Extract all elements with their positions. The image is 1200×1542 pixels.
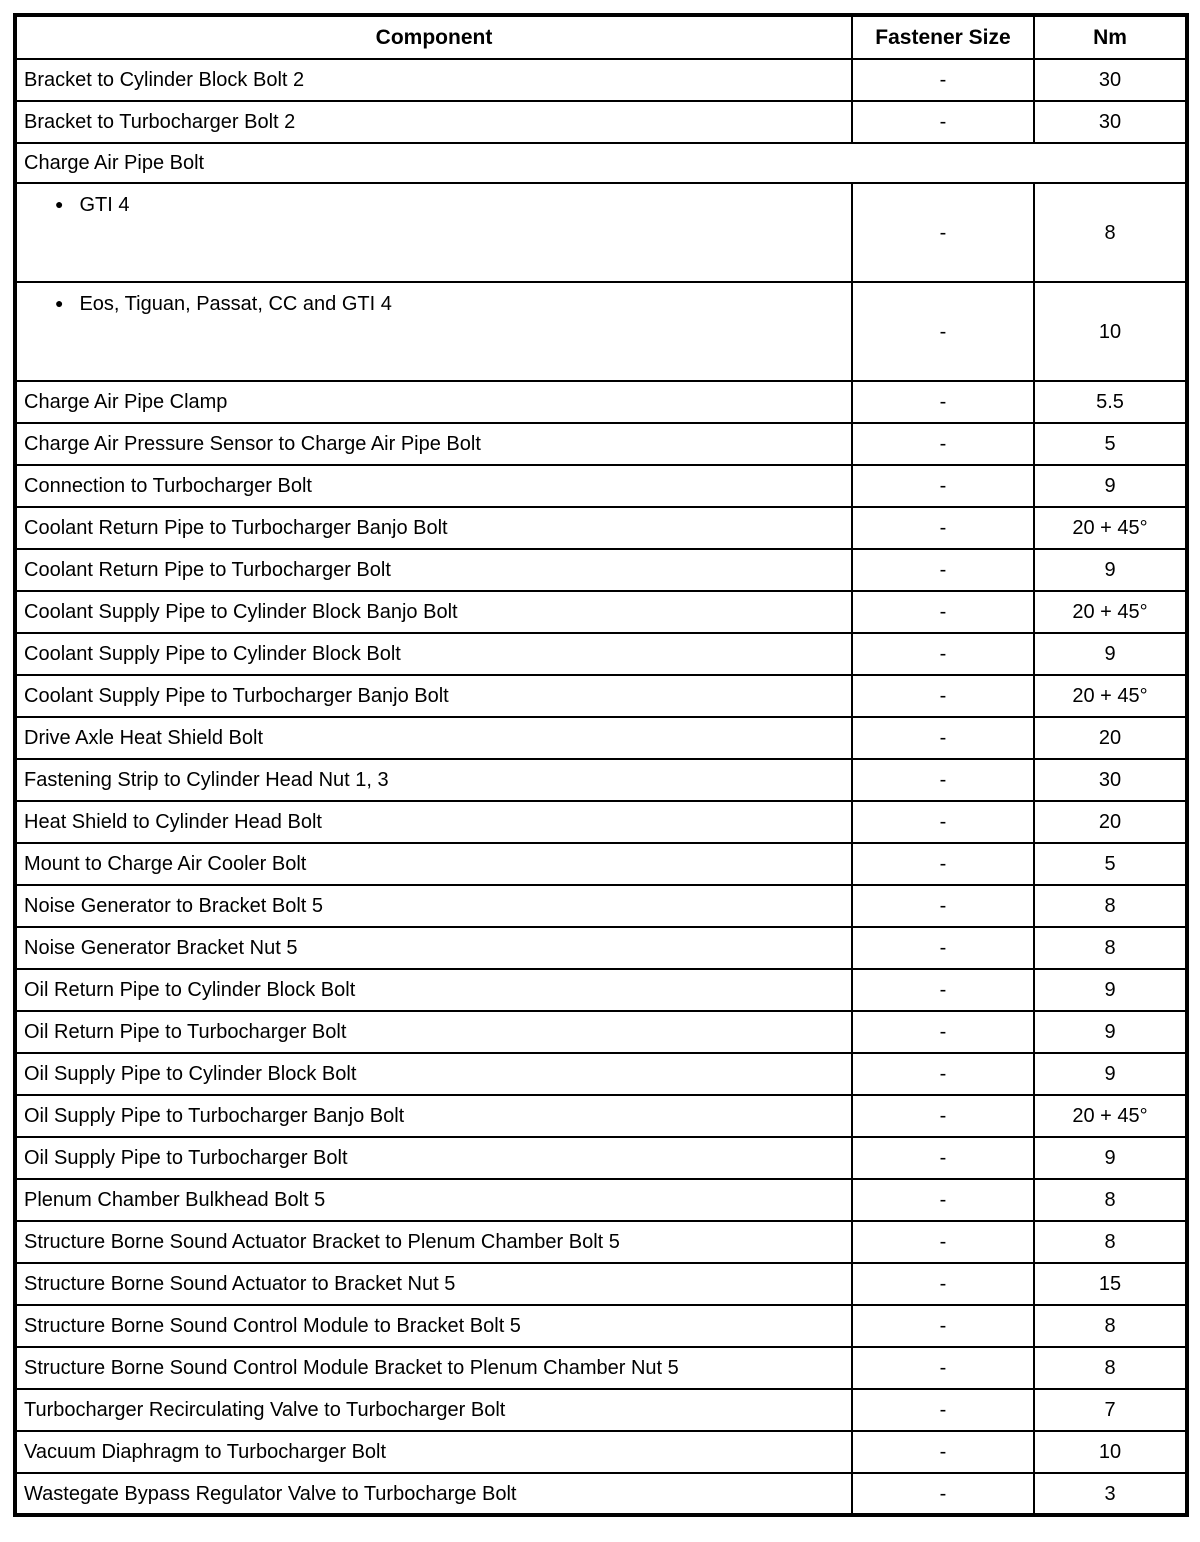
component-cell: Structure Borne Sound Control Module to Bracket Bolt 5 <box>15 1305 852 1347</box>
nm-cell: 9 <box>1034 969 1187 1011</box>
component-cell: Charge Air Pressure Sensor to Charge Air Pipe Bolt <box>15 423 852 465</box>
fastener-size-cell: - <box>852 101 1034 143</box>
nm-cell: 8 <box>1034 183 1187 282</box>
fastener-size-cell: - <box>852 1305 1034 1347</box>
table-row <box>15 1179 1187 1221</box>
table-row <box>15 1347 1187 1389</box>
component-cell: Heat Shield to Cylinder Head Bolt <box>15 801 852 843</box>
fastener-size-cell: - <box>852 282 1034 381</box>
nm-cell: 8 <box>1034 1179 1187 1221</box>
fastener-size-cell: - <box>852 969 1034 1011</box>
nm-cell: 20 <box>1034 717 1187 759</box>
component-cell: Turbocharger Recirculating Valve to Turbocharger Bolt <box>15 1389 852 1431</box>
nm-cell: 10 <box>1034 282 1187 381</box>
fastener-size-cell: - <box>852 423 1034 465</box>
component-cell: Noise Generator to Bracket Bolt 5 <box>15 885 852 927</box>
component-cell: Coolant Supply Pipe to Cylinder Block Bolt <box>15 633 852 675</box>
nm-cell: 30 <box>1034 59 1187 101</box>
fastener-size-cell: - <box>852 1473 1034 1515</box>
table-row <box>15 1389 1187 1431</box>
fastener-size-cell: - <box>852 717 1034 759</box>
component-cell: Oil Supply Pipe to Turbocharger Banjo Bolt <box>15 1095 852 1137</box>
fastener-size-cell: - <box>852 1431 1034 1473</box>
fastener-size-cell: - <box>852 59 1034 101</box>
table-row <box>15 759 1187 801</box>
fastener-size-cell: - <box>852 675 1034 717</box>
fastener-size-cell: - <box>852 843 1034 885</box>
fastener-size-cell: - <box>852 1347 1034 1389</box>
table-row <box>15 591 1187 633</box>
table-row <box>15 101 1187 143</box>
table-row <box>15 927 1187 969</box>
nm-cell: 5 <box>1034 423 1187 465</box>
nm-cell: 5 <box>1034 843 1187 885</box>
nm-cell: 20 + 45° <box>1034 507 1187 549</box>
component-cell: Wastegate Bypass Regulator Valve to Turbocharge Bolt <box>15 1473 852 1515</box>
table-row <box>15 1137 1187 1179</box>
table-row <box>15 717 1187 759</box>
nm-cell: 3 <box>1034 1473 1187 1515</box>
torque-spec-table <box>13 13 1189 1517</box>
table-row <box>15 843 1187 885</box>
fastener-size-cell: - <box>852 927 1034 969</box>
table-row <box>15 969 1187 1011</box>
nm-cell: 9 <box>1034 1011 1187 1053</box>
nm-cell: 10 <box>1034 1431 1187 1473</box>
component-cell: Coolant Supply Pipe to Cylinder Block Banjo Bolt <box>15 591 852 633</box>
table-row <box>15 1305 1187 1347</box>
fastener-size-cell: - <box>852 1137 1034 1179</box>
component-cell: Fastening Strip to Cylinder Head Nut 1, 3 <box>15 759 852 801</box>
component-cell <box>15 282 852 381</box>
fastener-size-cell: - <box>852 1389 1034 1431</box>
table-row <box>15 1473 1187 1515</box>
fastener-size-cell: - <box>852 1263 1034 1305</box>
component-cell: Bracket to Cylinder Block Bolt 2 <box>15 59 852 101</box>
fastener-size-cell: - <box>852 183 1034 282</box>
table-row <box>15 801 1187 843</box>
component-cell: Charge Air Pipe Clamp <box>15 381 852 423</box>
nm-cell: 20 + 45° <box>1034 1095 1187 1137</box>
nm-cell: 8 <box>1034 927 1187 969</box>
table-row <box>15 1095 1187 1137</box>
component-cell <box>15 183 852 282</box>
component-cell: Structure Borne Sound Actuator Bracket to Plenum Chamber Bolt 5 <box>15 1221 852 1263</box>
table-row <box>15 1221 1187 1263</box>
fastener-size-cell: - <box>852 1095 1034 1137</box>
component-cell: Plenum Chamber Bulkhead Bolt 5 <box>15 1179 852 1221</box>
fastener-size-cell: - <box>852 591 1034 633</box>
fastener-size-cell: - <box>852 1179 1034 1221</box>
fastener-size-cell: - <box>852 885 1034 927</box>
table-row <box>15 1053 1187 1095</box>
section-header-cell: Charge Air Pipe Bolt <box>15 143 1187 183</box>
table-row <box>15 507 1187 549</box>
component-cell: Connection to Turbocharger Bolt <box>15 465 852 507</box>
table-row <box>15 59 1187 101</box>
component-label: Eos, Tiguan, Passat, CC and GTI 4 <box>79 293 392 315</box>
nm-cell: 20 <box>1034 801 1187 843</box>
table-row <box>15 1011 1187 1053</box>
component-cell: Bracket to Turbocharger Bolt 2 <box>15 101 852 143</box>
nm-cell: 20 + 45° <box>1034 591 1187 633</box>
fastener-size-cell: - <box>852 1221 1034 1263</box>
table-row <box>15 885 1187 927</box>
table-row <box>15 381 1187 423</box>
component-cell: Noise Generator Bracket Nut 5 <box>15 927 852 969</box>
fastener-size-cell: - <box>852 633 1034 675</box>
table-row <box>15 1431 1187 1473</box>
nm-cell: 15 <box>1034 1263 1187 1305</box>
header-fastener-size: Fastener Size <box>852 15 1034 59</box>
nm-cell: 8 <box>1034 1305 1187 1347</box>
nm-cell: 5.5 <box>1034 381 1187 423</box>
bullet-icon: ● <box>55 196 64 212</box>
nm-cell: 30 <box>1034 101 1187 143</box>
component-cell: Structure Borne Sound Control Module Bracket to Plenum Chamber Nut 5 <box>15 1347 852 1389</box>
component-cell: Vacuum Diaphragm to Turbocharger Bolt <box>15 1431 852 1473</box>
header-component: Component <box>15 15 852 59</box>
table-row <box>15 1263 1187 1305</box>
nm-cell: 9 <box>1034 633 1187 675</box>
nm-cell: 9 <box>1034 1053 1187 1095</box>
table-row <box>15 143 1187 183</box>
bullet-icon: ● <box>55 295 64 311</box>
nm-cell: 9 <box>1034 465 1187 507</box>
component-cell: Oil Return Pipe to Turbocharger Bolt <box>15 1011 852 1053</box>
fastener-size-cell: - <box>852 465 1034 507</box>
nm-cell: 8 <box>1034 885 1187 927</box>
component-label: GTI 4 <box>79 194 130 216</box>
table-body <box>15 59 1187 1515</box>
fastener-size-cell: - <box>852 381 1034 423</box>
component-cell: Coolant Return Pipe to Turbocharger Banjo Bolt <box>15 507 852 549</box>
table-row <box>15 282 1187 381</box>
fastener-size-cell: - <box>852 549 1034 591</box>
component-cell: Mount to Charge Air Cooler Bolt <box>15 843 852 885</box>
component-cell: Oil Return Pipe to Cylinder Block Bolt <box>15 969 852 1011</box>
component-cell: Coolant Return Pipe to Turbocharger Bolt <box>15 549 852 591</box>
nm-cell: 8 <box>1034 1221 1187 1263</box>
component-cell: Structure Borne Sound Actuator to Bracket Nut 5 <box>15 1263 852 1305</box>
table-row <box>15 675 1187 717</box>
component-cell: Oil Supply Pipe to Cylinder Block Bolt <box>15 1053 852 1095</box>
table-row <box>15 183 1187 282</box>
nm-cell: 9 <box>1034 1137 1187 1179</box>
nm-cell: 7 <box>1034 1389 1187 1431</box>
component-cell: Coolant Supply Pipe to Turbocharger Banjo Bolt <box>15 675 852 717</box>
header-row <box>15 15 1187 59</box>
fastener-size-cell: - <box>852 759 1034 801</box>
nm-cell: 9 <box>1034 549 1187 591</box>
component-cell: Drive Axle Heat Shield Bolt <box>15 717 852 759</box>
header-nm: Nm <box>1034 15 1187 59</box>
nm-cell: 30 <box>1034 759 1187 801</box>
fastener-size-cell: - <box>852 801 1034 843</box>
nm-cell: 8 <box>1034 1347 1187 1389</box>
component-cell: Oil Supply Pipe to Turbocharger Bolt <box>15 1137 852 1179</box>
nm-cell: 20 + 45° <box>1034 675 1187 717</box>
table-row <box>15 633 1187 675</box>
table-row <box>15 423 1187 465</box>
fastener-size-cell: - <box>852 1053 1034 1095</box>
fastener-size-cell: - <box>852 1011 1034 1053</box>
table-row <box>15 465 1187 507</box>
fastener-size-cell: - <box>852 507 1034 549</box>
table-row <box>15 549 1187 591</box>
